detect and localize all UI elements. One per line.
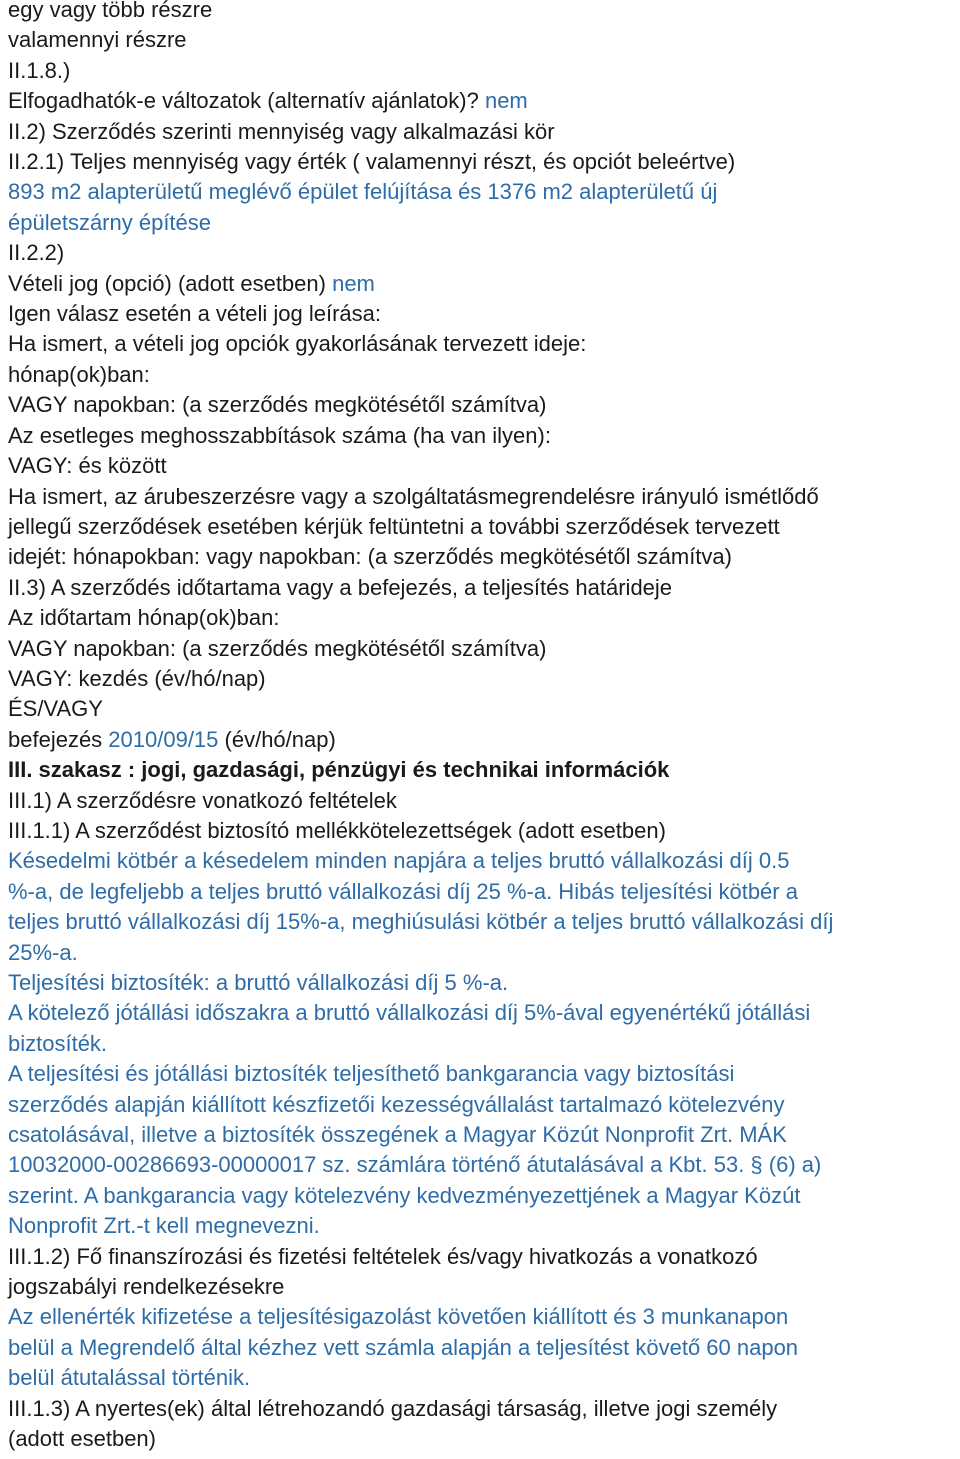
text-line xyxy=(8,238,958,268)
field-label: III.1) A szerződésre vonatkozó feltételek xyxy=(8,787,397,813)
text-line xyxy=(8,1120,958,1150)
text-line xyxy=(8,998,958,1028)
field-label: II.1.8.) xyxy=(8,57,71,83)
text-line xyxy=(8,482,958,512)
field-label: II.3) A szerződés időtartama vagy a befejezés, a teljesítés határideje xyxy=(8,574,673,600)
text-line xyxy=(8,816,958,846)
text-line xyxy=(8,117,958,147)
field-value: nem xyxy=(484,88,528,114)
field-label: Az időtartam hónap(ok)ban: xyxy=(8,605,280,631)
field-label: hónap(ok)ban: xyxy=(8,361,150,387)
text-line xyxy=(8,1059,958,1089)
text-line xyxy=(8,512,958,542)
text-line xyxy=(8,634,958,664)
field-value: %-a, de legfeljebb a teljes bruttó vállalkozási díj 25 %-a. Hibás teljesítési kötbér a xyxy=(8,878,798,904)
field-label: VAGY napokban: (a szerződés megkötésétől számítva) xyxy=(8,635,547,661)
document-body xyxy=(8,0,958,1455)
text-line xyxy=(8,1029,958,1059)
field-value: A kötelező jótállási időszakra a bruttó vállalkozási díj 5%-ával egyenértékű jótállási xyxy=(8,1000,811,1026)
field-label: (év/hó/nap) xyxy=(218,726,336,752)
text-line xyxy=(8,1333,958,1363)
field-label: VAGY: kezdés (év/hó/nap) xyxy=(8,665,266,691)
field-label: jogszabályi rendelkezésekre xyxy=(8,1274,285,1300)
text-line xyxy=(8,1181,958,1211)
text-line xyxy=(8,421,958,451)
field-value: belül átutalással történik. xyxy=(8,1365,251,1391)
text-line xyxy=(8,542,958,572)
text-line xyxy=(8,1302,958,1332)
text-line xyxy=(8,208,958,238)
text-line xyxy=(8,1424,958,1454)
field-label: III.1.3) A nyertes(ek) által létrehozandó gazdasági társaság, illetve jogi személy xyxy=(8,1395,778,1421)
text-line xyxy=(8,451,958,481)
field-label: VAGY napokban: (a szerződés megkötésétől számítva) xyxy=(8,392,547,418)
text-line xyxy=(8,86,958,116)
field-label: (adott esetben) xyxy=(8,1426,156,1452)
field-value: szerződés alapján kiállított készfizetői kezességvállalást tartalmazó kötelezvény xyxy=(8,1091,785,1117)
field-value: 2010/09/15 xyxy=(108,726,219,752)
field-value: Késedelmi kötbér a késedelem minden napjára a teljes bruttó vállalkozási díj 0.5 xyxy=(8,848,790,874)
field-value: teljes bruttó vállalkozási díj 15%-a, meghiúsulási kötbér a teljes bruttó vállalkozási díj xyxy=(8,909,834,935)
text-line xyxy=(8,25,958,55)
field-value: nem xyxy=(332,270,375,296)
field-label: valamennyi részre xyxy=(8,27,187,53)
field-label: Elfogadhatók-e változatok (alternatív ajánlatok)? xyxy=(8,88,485,114)
field-value: Teljesítési biztosíték: a bruttó vállalkozási díj 5 %-a. xyxy=(8,970,509,995)
text-line xyxy=(8,329,958,359)
text-line xyxy=(8,1363,958,1393)
field-value: Nonprofit Zrt.-t kell megnevezni. xyxy=(8,1213,320,1239)
text-line xyxy=(8,694,958,724)
field-label: II.2.2) xyxy=(8,240,65,266)
field-label: II.2.1) Teljes mennyiség vagy érték ( valamennyi részt, és opciót beleértve) xyxy=(8,149,736,175)
text-line xyxy=(8,573,958,603)
text-line xyxy=(8,1090,958,1120)
text-line xyxy=(8,1394,958,1424)
field-label: Ha ismert, a vételi jog opciók gyakorlásának tervezett ideje: xyxy=(8,331,587,357)
field-value: Az ellenérték kifizetése a teljesítésigazolást követően kiállított és 3 munkanapon xyxy=(8,1304,789,1330)
text-line xyxy=(8,877,958,907)
field-label: VAGY: és között xyxy=(8,453,167,479)
field-label: ÉS/VAGY xyxy=(8,696,103,722)
text-line xyxy=(8,56,958,86)
field-value: A teljesítési és jótállási biztosíték teljesíthető bankgarancia vagy biztosítási xyxy=(8,1061,735,1087)
field-label: jellegű szerződések esetében kérjük feltüntetni a további szerződések tervezett xyxy=(8,513,780,539)
text-line xyxy=(8,1211,958,1241)
field-value: épületszárny építése xyxy=(8,209,212,235)
field-value: belül a Megrendelő által kézhez vett számla alapján a teljesítést követő 60 napon xyxy=(8,1334,799,1360)
text-line xyxy=(8,390,958,420)
text-line xyxy=(8,1242,958,1272)
field-label: Igen válasz esetén a vételi jog leírása: xyxy=(8,301,382,327)
text-line xyxy=(8,968,958,998)
section-heading: III. szakasz : jogi, gazdasági, pénzügyi és technikai információk xyxy=(8,757,670,783)
field-label: Az esetleges meghosszabbítások száma (ha van ilyen): xyxy=(8,422,551,448)
field-label: egy vagy több részre xyxy=(8,0,213,22)
field-value: 10032000-00286693-00000017 sz. számlára történő átutalásával a Kbt. 53. § (6) a) xyxy=(8,1152,822,1178)
text-line xyxy=(8,1150,958,1180)
field-label: III.1.1) A szerződést biztosító mellékkötelezettségek (adott esetben) xyxy=(8,817,666,843)
field-label: Ha ismert, az árubeszerzésre vagy a szolgáltatásmegrendelésre irányuló ismétlődő xyxy=(8,483,819,509)
text-line xyxy=(8,786,958,816)
field-value: 893 m2 alapterületű meglévő épület felújítása és 1376 m2 alapterületű új xyxy=(8,179,718,205)
field-label: III.1.2) Fő finanszírozási és fizetési feltételek és/vagy hivatkozás a vonatkozó xyxy=(8,1243,758,1269)
text-line xyxy=(8,299,958,329)
text-line xyxy=(8,846,958,876)
text-line xyxy=(8,603,958,633)
text-line xyxy=(8,725,958,755)
field-label: II.2) Szerződés szerinti mennyiség vagy alkalmazási kör xyxy=(8,118,555,144)
text-line xyxy=(8,664,958,694)
field-label: befejezés xyxy=(8,726,109,752)
text-line xyxy=(8,360,958,390)
text-line xyxy=(8,269,958,299)
field-value: biztosíték. xyxy=(8,1030,108,1056)
field-value: 25%-a. xyxy=(8,939,78,965)
field-label: Vételi jog (opció) (adott esetben) xyxy=(8,270,333,296)
text-line xyxy=(8,938,958,968)
text-line xyxy=(8,147,958,177)
text-line xyxy=(8,0,958,25)
text-line xyxy=(8,907,958,937)
field-label: idejét: hónapokban: vagy napokban: (a szerződés megkötésétől számítva) xyxy=(8,544,732,570)
text-line xyxy=(8,177,958,207)
text-line xyxy=(8,1272,958,1302)
text-line xyxy=(8,755,958,785)
field-value: szerint. A bankgarancia vagy kötelezvény kedvezményezettjének a Magyar Közút xyxy=(8,1182,801,1208)
field-value: csatolásával, illetve a biztosíték összegének a Magyar Közút Nonprofit Zrt. MÁK xyxy=(8,1122,787,1148)
